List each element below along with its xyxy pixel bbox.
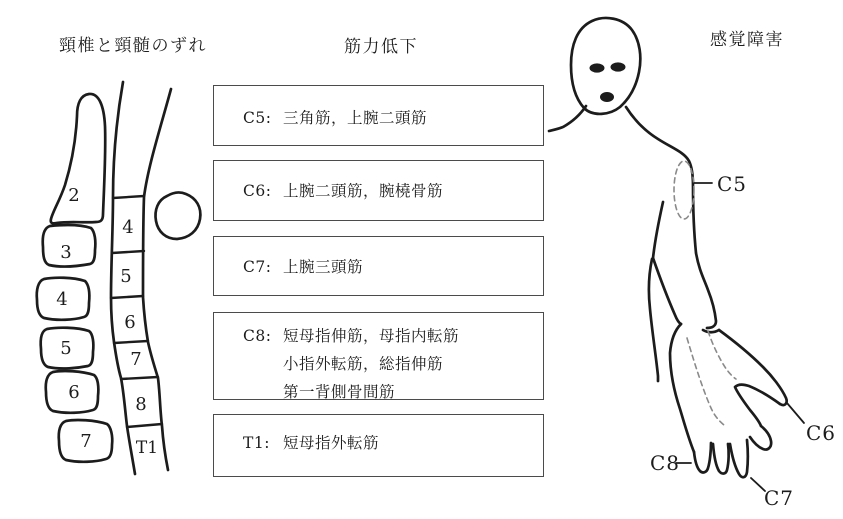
sensory-column-title: 感覚障害 bbox=[710, 30, 784, 50]
c5-dermatome-label: C5 bbox=[717, 172, 748, 196]
muscle-line: 短母指外転筋 bbox=[283, 434, 380, 452]
c7-dermatome-label: C7 bbox=[764, 486, 795, 510]
spinous-blob-shape bbox=[155, 193, 200, 239]
dermatome-labels bbox=[650, 172, 836, 510]
c6-leader-line bbox=[787, 403, 804, 423]
cord-divider bbox=[111, 296, 143, 298]
palm-dashed-line-ulnar bbox=[687, 338, 724, 425]
cord-segment-label-t1: T1 bbox=[135, 438, 159, 458]
cord-segment-label-6: 6 bbox=[124, 312, 136, 333]
c6-dermatome-label: C6 bbox=[806, 421, 837, 445]
c7-leader-line bbox=[751, 478, 765, 491]
inner-upper-arm-line bbox=[653, 202, 663, 258]
c8-dermatome-label: C8 bbox=[650, 451, 681, 475]
wrist-top-curve bbox=[703, 330, 719, 332]
cord-divider bbox=[121, 377, 158, 379]
spine-column-title: 頸椎と頸髄のずれ bbox=[59, 36, 207, 56]
level-label: C8: bbox=[243, 327, 272, 345]
thumb-upper-edge bbox=[719, 330, 787, 405]
muscle-line: 上腕三頭筋 bbox=[283, 258, 364, 276]
vertebra-label-6: 6 bbox=[68, 382, 80, 403]
ring-finger bbox=[713, 444, 729, 474]
inner-forearm-line bbox=[653, 258, 681, 324]
cord-segment-label-8: 8 bbox=[135, 394, 147, 415]
weakness-column-title: 筋力低下 bbox=[344, 37, 418, 57]
cord-divider bbox=[127, 424, 162, 427]
c5-dermatome-dashed-ellipse bbox=[674, 161, 694, 219]
cord-segment-label-4: 4 bbox=[122, 217, 134, 238]
cord-divider bbox=[112, 251, 144, 253]
muscle-line: 上腕二頭筋，腕橈骨筋 bbox=[283, 182, 444, 200]
thumb-underside-and-palm-radial-edge bbox=[735, 385, 780, 426]
muscle-line: 三角筋，上腕二頭筋 bbox=[283, 109, 428, 127]
spine-drawing bbox=[37, 82, 201, 474]
left-shoulder-line bbox=[549, 106, 586, 131]
index-finger bbox=[750, 426, 771, 450]
mouth bbox=[600, 92, 614, 102]
muscle-line: 小指外転筋，総指伸筋 bbox=[283, 355, 444, 373]
right-eye bbox=[611, 62, 626, 71]
right-shoulder-and-outer-arm-line bbox=[626, 107, 716, 328]
muscle-line: 第一背側骨間筋 bbox=[283, 383, 396, 401]
spinal-cord-right-line bbox=[143, 89, 171, 470]
left-eye bbox=[590, 63, 605, 72]
middle-finger bbox=[730, 440, 748, 477]
trunk-side-line bbox=[649, 259, 658, 381]
vertebra-label-3: 3 bbox=[60, 242, 72, 263]
level-label: T1: bbox=[243, 434, 270, 452]
vertebra-label-4: 4 bbox=[56, 289, 68, 310]
level-label: C6: bbox=[243, 182, 272, 200]
cord-divider bbox=[113, 196, 144, 198]
body-figure-drawing bbox=[549, 18, 804, 491]
vertebra-label-7: 7 bbox=[80, 431, 92, 452]
cord-segment-label-5: 5 bbox=[120, 266, 132, 287]
level-label: C5: bbox=[243, 109, 272, 127]
little-finger bbox=[694, 443, 711, 472]
vertebra-label-5: 5 bbox=[60, 338, 72, 359]
palm-ulnar-edge bbox=[670, 324, 694, 452]
level-label: C7: bbox=[243, 258, 272, 276]
vertebra-label-2: 2 bbox=[68, 185, 80, 206]
cord-divider bbox=[114, 341, 148, 343]
muscle-line: 短母指伸筋，母指内転筋 bbox=[283, 327, 460, 345]
cord-segment-label-7: 7 bbox=[130, 349, 142, 370]
